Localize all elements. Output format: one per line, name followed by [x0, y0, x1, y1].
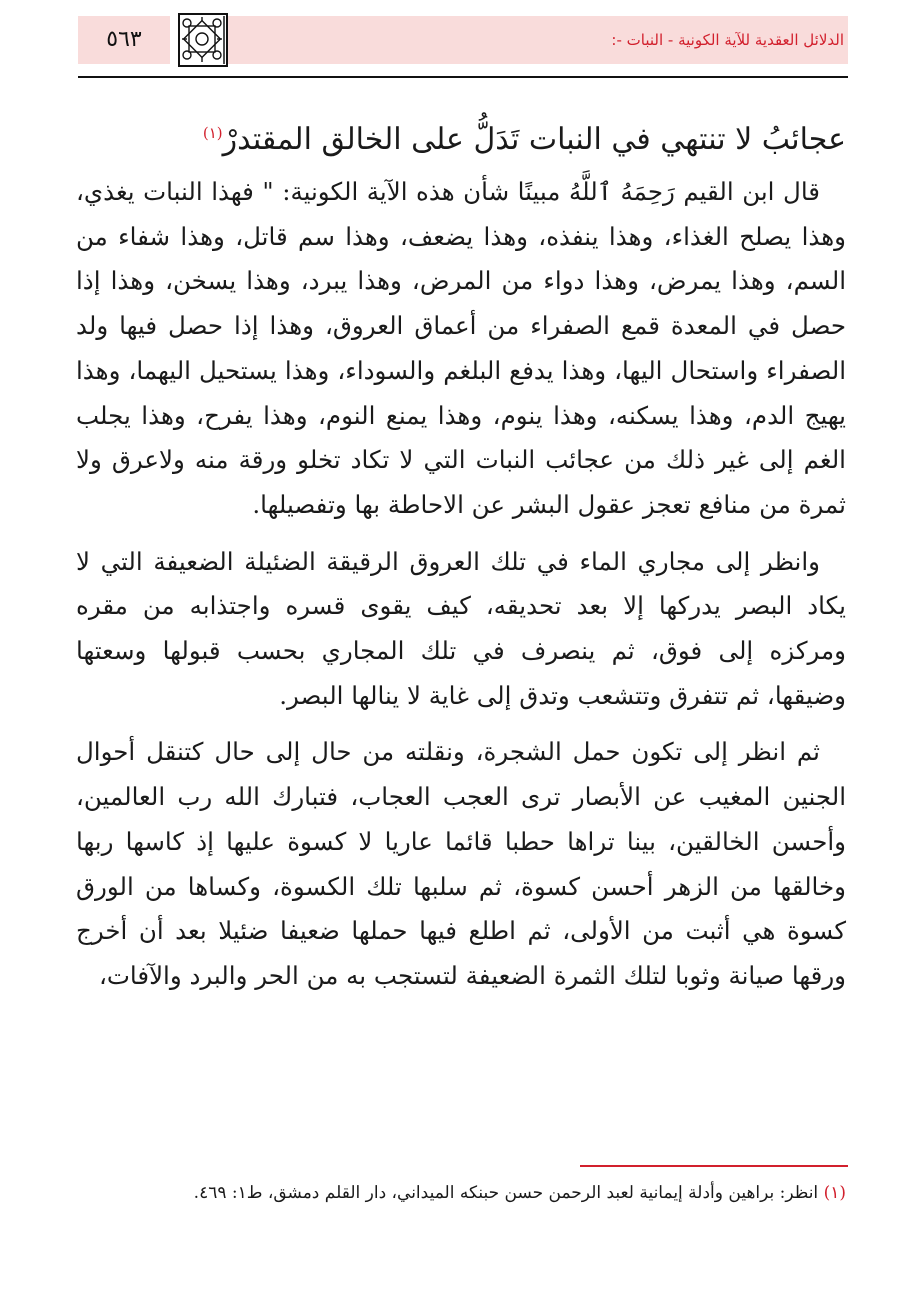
- footnote-text: انظر: براهين وأدلة إيمانية لعبد الرحمن حسن حبنكه الميداني، دار القلم دمشق، ط١: ٤٦٩.: [193, 1183, 819, 1203]
- footnote-marker: (١): [823, 1183, 846, 1203]
- paragraph-1: قال ابن القيم رَحِمَهُ ٱللَّهُ مبينًا شأن هذه الآية الكونية: " فهذا النبات يغذي، وهذا يصلح الغذاء، وهذا ينفذه، وهذا يضعف، وهذا سم قاتل، وهذا شفاء من السم، وهذا يمرض، وهذا دواء من المرض، وهذا يبرد، وهذا يسخن، وهذا إذا حصل في المعدة قمع الصفراء من أعماق العروق، وهذا إذا حصل فيها ولد الصفراء واستحال اليها، وهذا يدفع البلغم والسوداء، وهذا يستحيل اليهما، وهذا يهيج الدم، وهذا يسكنه، وهذا ينوم، وهذا يمنع النوم، وهذا يفرح، وهذا يجلب الغم إلى غير ذلك من عجائب النبات التي لا تكاد تخلو ورقة منه ولاعرق ولا ثمرة من منافع تعجز عقول البشر عن الاحاطة بها وتفصيلها.: [76, 177, 846, 519]
- footnote: [76, 1178, 846, 1208]
- paragraph-3: ثم انظر إلى تكون حمل الشجرة، ونقلته من حال إلى حال كتنقل أحوال الجنين المغيب عن الأبصار ترى العجب العجاب، فتبارك الله رب العالمين، وأحسن الخالقين، بينا تراها حطبا قائما عاريا لا كسوة عليها إذ كاسها ربها وخالقها من الزهر أحسن كسوة، ثم سلبها تلك الكسوة، وكساها من الورق كسوة هي أثبت من الأولى، ثم اطلع فيها حملها ضعيفا ضئيلا بعد أن أخرج ورقها صيانة وثوبا لتلك الثمرة الضعيفة لتستجب به من الحر والبرد والآفات،: [76, 737, 846, 990]
- page-number: ٥٦٣: [106, 27, 142, 52]
- footnote-divider: [580, 1165, 848, 1167]
- footnote-reference: (١): [202, 124, 223, 142]
- geometric-star-ornament-icon: [178, 13, 228, 67]
- running-title: الدلائل العقدية للآية الكونية - النبات -:: [611, 31, 844, 49]
- paragraph-2: وانظر إلى مجاري الماء في تلك العروق الرقيقة الضئيلة الضعيفة التي لا يكاد البصر يدركها إلا بعد تحديقه، كيف يقوى قسره واجتذابه من مقره ومركزه إلى فوق، ثم ينصرف في تلك المجاري بحسب قبولها وسعتها وضيقها، ثم تتفرق وتتشعب وتدق إلى غاية لا ينالها البصر.: [76, 546, 846, 710]
- body-text: [76, 170, 846, 999]
- opening-verse-text: عجائبُ لا تنتهي في النبات تَدَلُّ على الخالق المقتدرْ: [222, 122, 846, 157]
- header-divider: [78, 76, 848, 78]
- opening-verse: [66, 122, 846, 157]
- page-header: [78, 10, 848, 70]
